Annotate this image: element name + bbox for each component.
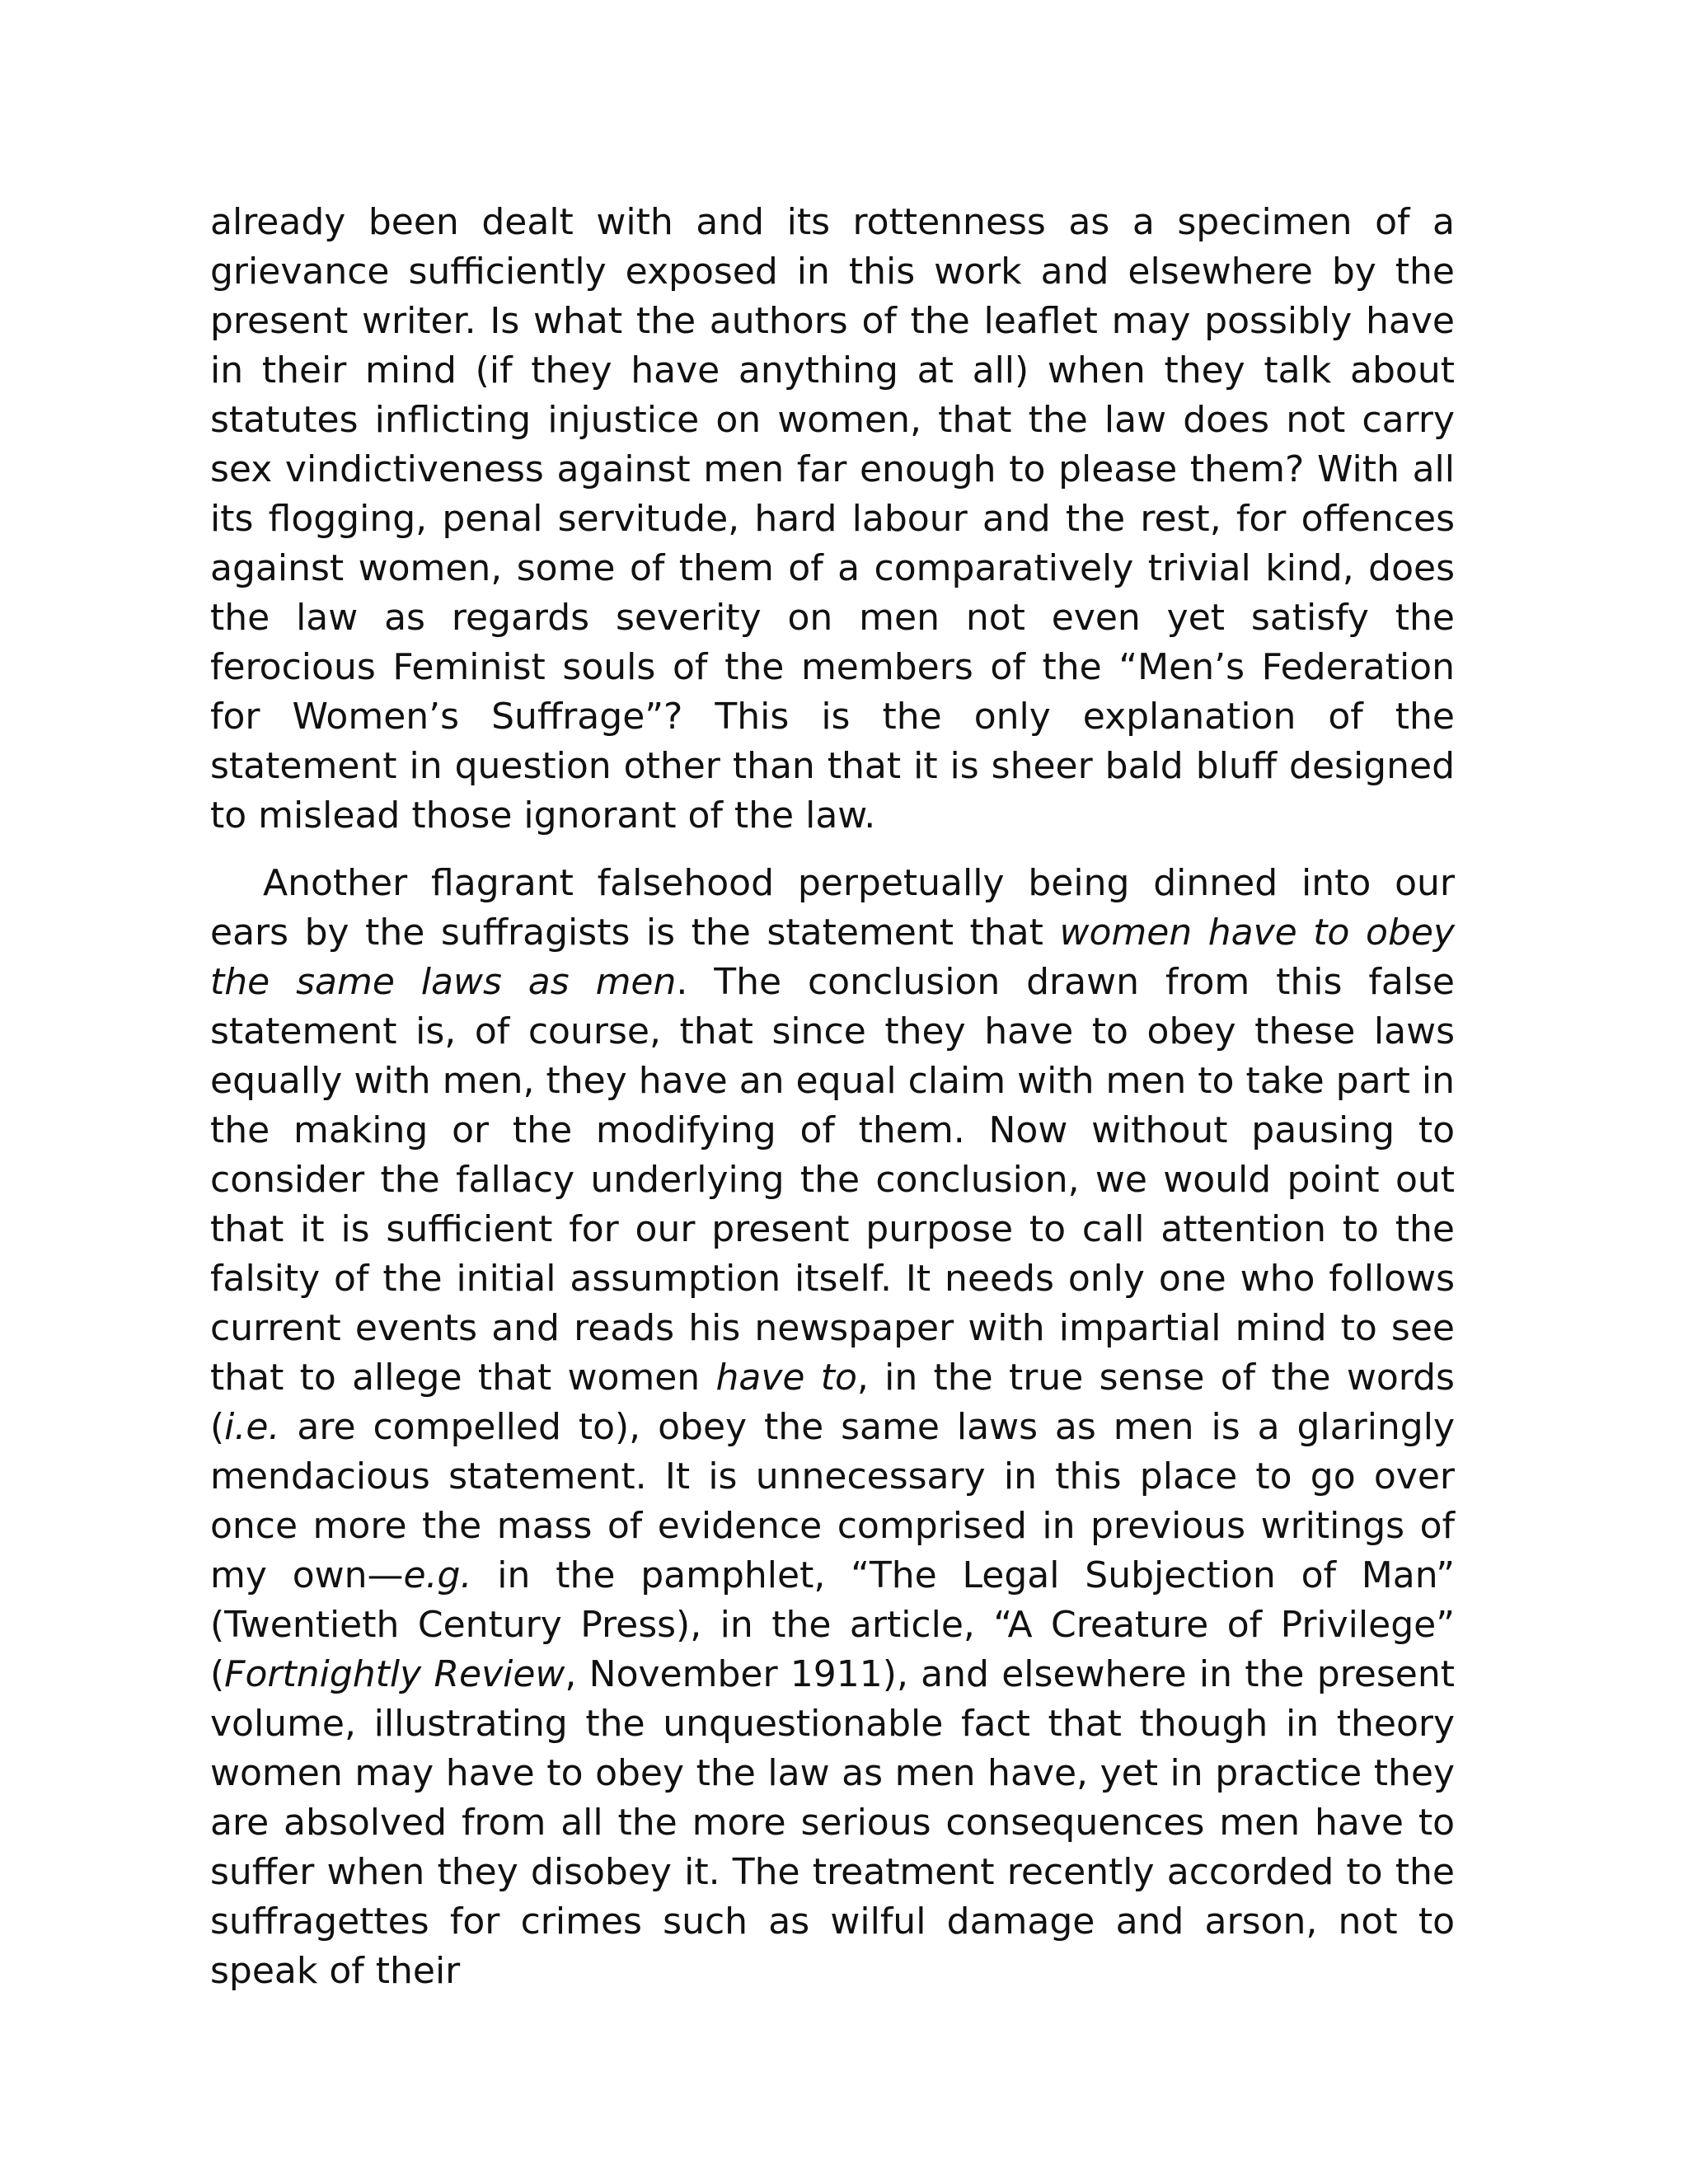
paragraph-1: already been dealt with and its rottenness as a specimen of a grievance sufficiently exposed in this work and elsewhere by the present writer. Is what the authors of the leaflet may possibly have in their mind (if they have anything at all) when they talk about statutes inflicting injustice on women, that the law does not carry sex vindictiveness against men far enough to please them? With all its flogging, penal servitude, hard labour and the rest, for offences against women, some of them of a comparatively trivial kind, does the law as regards severity on men not even yet satisfy the ferocious Feminist souls of the members of the “Men’s Federation for Women’s Suffrage”? This is the only explanation of the statement in question other than that it is sheer bald bluff designed to mislead those ignorant of the law. [210, 201, 1455, 837]
para2-italic-1: women have to obey the same laws as men [210, 912, 1455, 1003]
page-body [210, 198, 1455, 1996]
para2-text-6: , November 1911), and elsewhere in the present volume, illustrating the unquestionable fact that though in theory women may have to obey the law as men have, yet in practice they are absolved from all the more serious consequences men have to suffer when they disobey it. The treatment recently accorded to the suffragettes for crimes such as wilful damage and arson, not to speak of their [210, 1653, 1455, 1992]
para2-italic-3: i.e. [224, 1406, 280, 1448]
para2-italic-2: have to [715, 1357, 857, 1399]
para2-text-3: , in the true sense of the words ( [210, 1357, 1455, 1448]
para2-text-5: in the pamphlet, “The Legal Subjection of Man” (Twentieth Century Press), in the article, “A Creature of Privilege” ( [210, 1554, 1455, 1695]
para2-italic-4: e.g. [403, 1554, 472, 1596]
para2-text-4: are compelled to), obey the same laws as men is a glaringly mendacious statement. It is unnecessary in this place to go over once more the mass of evidence comprised in previous writings of my own— [210, 1406, 1455, 1596]
para2-text-2: . The conclusion drawn from this false statement is, of course, that since they have to obey these laws equally with men, they have an equal claim with men to take part in the making or the modifying of them. Now without pausing to consider the fallacy underlying the conclusion, we would point out that it is sufficient for our present purpose to call attention to the falsity of the initial assumption itself. It needs only one who follows current events and reads his newspaper with impartial mind to see that to allege that women [210, 961, 1456, 1399]
paragraph-2 [210, 859, 1455, 1996]
para2-italic-5: Fortnightly Review [224, 1653, 565, 1695]
para2-text-1: Another flagrant falsehood perpetually being dinned into our ears by the suffragists is the statement that [210, 862, 1455, 954]
